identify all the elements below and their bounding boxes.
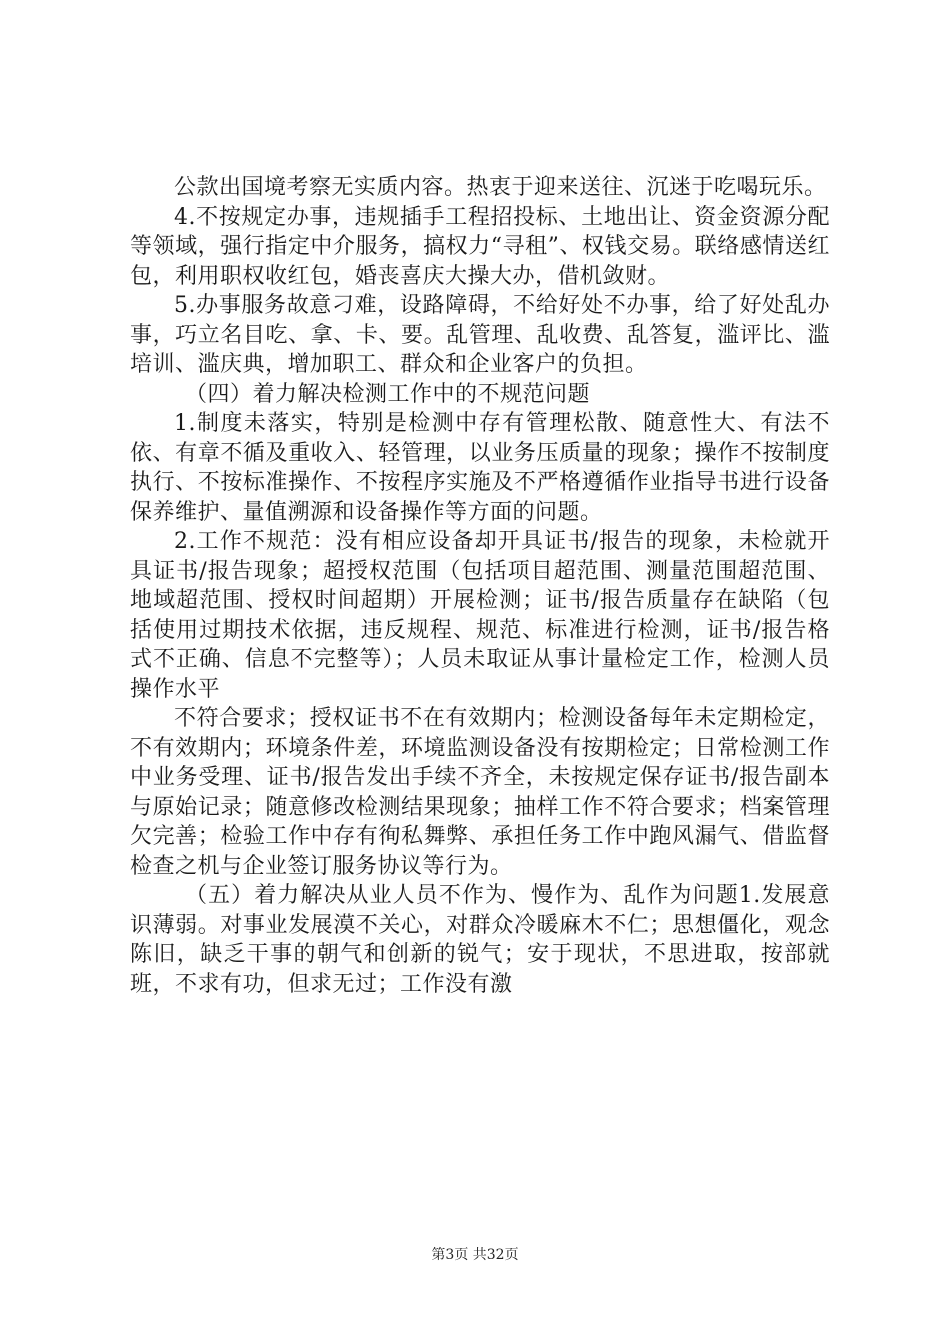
paragraph-1: 公款出国境考察无实质内容。热衷于迎来送往、沉迷于吃喝玩乐。 — [174, 175, 827, 200]
section-heading-4: （四）着力解决检测工作中的不规范问题 — [185, 381, 591, 407]
section-heading-5: （五）着力解决从业人员不作为、慢作为、乱作为问题1.发展意识薄弱。对事业发展漠不关心，对群众冷暖麻木不仁；思想僵化，观念陈旧，缺乏干事的朝气和创新的锐气；安于现状，不思进取，按部就班，不求有功，但求无过；工作没有激 — [130, 883, 830, 997]
page-footer: 第3页 共32页 — [431, 1247, 519, 1263]
paragraph-item-5: 5.办事服务故意刁难，设路障碍，不给好处不办事，给了好处乱办事，巧立名目吃、拿、卡、要。乱管理、乱收费、乱答复，滥评比、滥培训、滥庆典，增加职工、群众和企业客户的负担。 — [130, 293, 830, 377]
paragraph-continuation: 不符合要求；授权证书不在有效期内；检测设备每年未定期检定，不有效期内；环境条件差，环境监测设备没有按期检定；日常检测工作中业务受理、证书/报告发出手续不齐全，未按规定保存证书/报告副本与原始记录；随意修改检测结果现象；抽样工作不符合要求；档案管理欠完善；检验工作中存有徇私舞弊、承担任务工作中跑风漏气、借监督检查之机与企业签订服务协议等行为。 — [130, 706, 830, 879]
paragraph-item-1: 1.制度未落实，特别是检测中存有管理松散、随意性大、有法不依、有章不循及重收入、轻管理，以业务压质量的现象；操作不按制度执行、不按标准操作、不按程序实施及不严格遵循作业指导书进行设备保养维护、量值溯源和设备操作等方面的问题。 — [130, 411, 830, 525]
document-body — [130, 173, 830, 999]
paragraph-item-2: 2.工作不规范：没有相应设备却开具证书/报告的现象，未检就开具证书/报告现象；超授权范围（包括项目超范围、测量范围超范围、地域超范围、授权时间超期）开展检测；证书/报告质量存在缺陷（包括使用过期技术依据，违反规程、规范、标准进行检测，证书/报告格式不正确、信息不完整等）；人员未取证从事计量检定工作，检测人员操作水平 — [130, 529, 830, 702]
paragraph-item-4: 4.不按规定办事，违规插手工程招投标、土地出让、资金资源分配等领域，强行指定中介服务，搞权力“寻租”、权钱交易。联络感情送红包，利用职权收红包，婚丧喜庆大操大办，借机敛财。 — [130, 204, 830, 289]
